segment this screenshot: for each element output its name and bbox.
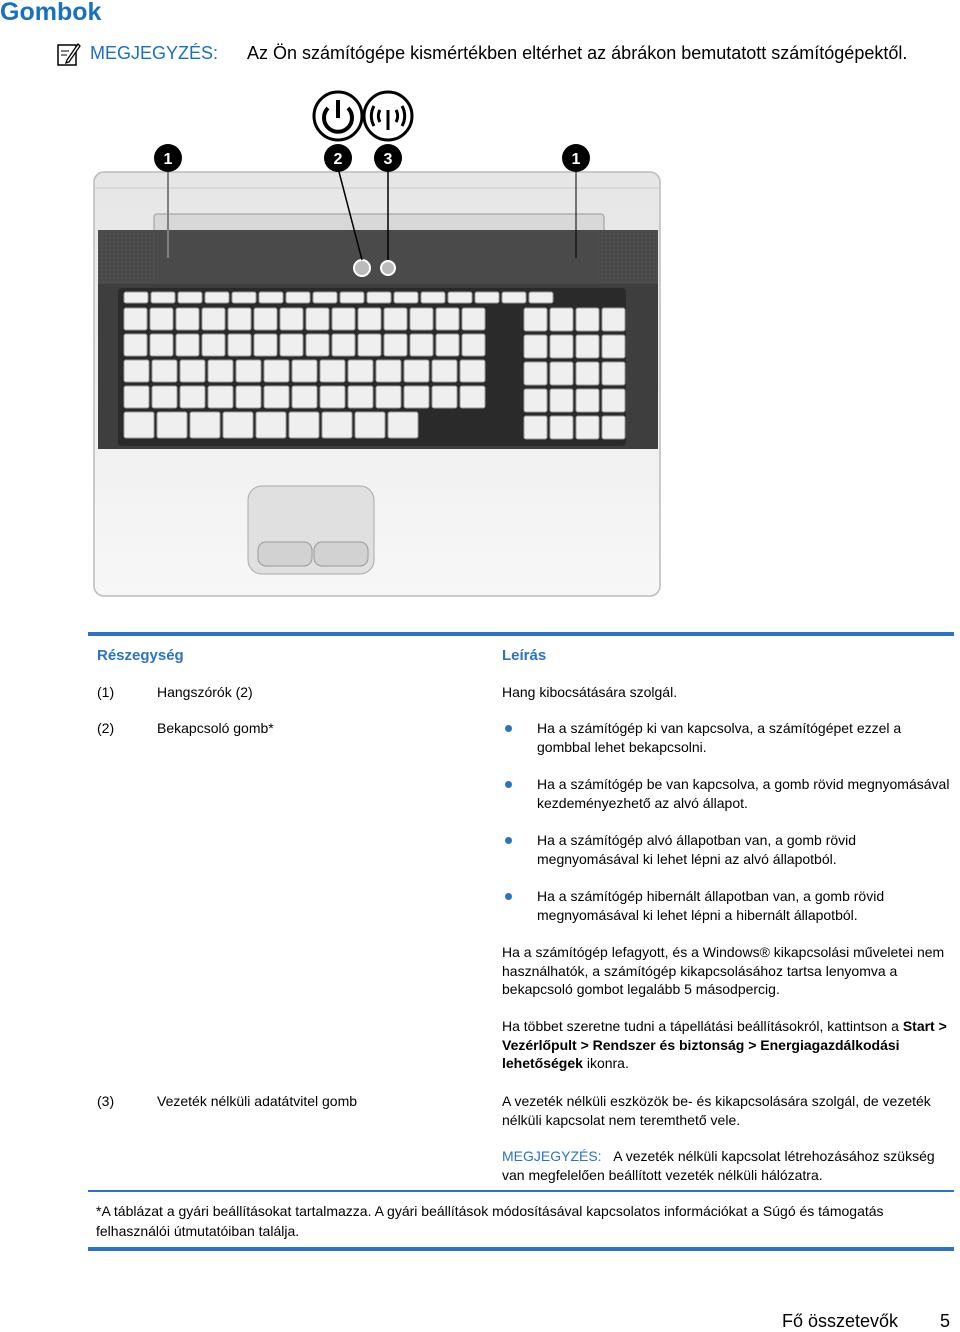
keyboard-key — [280, 334, 303, 356]
keyboard-key — [150, 308, 173, 330]
keyboard-key — [190, 412, 220, 438]
keyboard-key — [460, 360, 485, 382]
keyboard-key — [394, 292, 418, 303]
row3-note-text: A vezeték nélküli kapcsolat létrehozásához szükség van megfelelően beállított vezeték nélküli hálózatra. — [502, 1148, 935, 1183]
keyboard-key — [320, 386, 345, 408]
keypad-key — [576, 335, 599, 358]
keyboard-key — [376, 360, 401, 382]
header-description: Leírás — [502, 647, 547, 664]
keyboard-key — [254, 334, 277, 356]
table-bottom-rule — [88, 1247, 954, 1251]
keypad-key — [602, 335, 625, 358]
keyboard-key — [289, 412, 319, 438]
keyboard-key — [358, 308, 381, 330]
footer-page-number: 5 — [940, 1311, 951, 1331]
keyboard-key — [358, 334, 381, 356]
keyboard-key — [256, 412, 286, 438]
keyboard-key — [292, 360, 317, 382]
row2-paragraph-1: Ha a számítógép lefagyott, és a Windows® kikapcsolási műveletei nem használhatók, a számítógép kikapcsolásához tartsa lenyomva a bekapcsoló gombot legalább 5 másodpercig. — [502, 944, 945, 997]
keyboard-key — [367, 292, 391, 303]
keypad-key — [524, 416, 547, 439]
keyboard-key — [152, 360, 177, 382]
keypad-key — [524, 308, 547, 331]
keyboard-key — [228, 308, 251, 330]
callout-1-right — [562, 144, 590, 172]
callout-3 — [374, 144, 402, 172]
keyboard-key — [254, 308, 277, 330]
keyboard-key — [202, 334, 225, 356]
keyboard-key — [432, 386, 457, 408]
row1-desc: Hang kibocsátására szolgál. — [502, 684, 678, 700]
keyboard-key — [124, 412, 154, 438]
keyboard-key — [124, 292, 148, 303]
row2-bullet-2: Ha a számítógép be van kapcsolva, a gomb rövid megnyomásával kezdeményezhető az alvó állapot. — [537, 776, 950, 811]
keyboard-key — [384, 308, 407, 330]
keyboard-key — [404, 386, 429, 408]
footer-section-title: Fő összetevők — [782, 1311, 899, 1331]
keyboard-key — [124, 360, 149, 382]
keyboard-key — [432, 360, 457, 382]
keyboard-key — [286, 292, 310, 303]
keyboard-key — [236, 386, 261, 408]
bullet-dot — [505, 837, 512, 844]
keyboard-key — [388, 412, 418, 438]
power-icon — [314, 92, 362, 140]
keyboard-key — [176, 334, 199, 356]
row3-desc: A vezeték nélküli eszközök be- és kikapcsolására szolgál, de vezeték nélküli kapcsolat nem teremthető vele. — [502, 1093, 931, 1128]
keyboard-key — [340, 292, 364, 303]
keypad-key — [550, 416, 573, 439]
keyboard-key — [124, 386, 149, 408]
keyboard-key — [124, 308, 147, 330]
keyboard-key — [355, 412, 385, 438]
keyboard-key — [208, 386, 233, 408]
keyboard-key — [404, 360, 429, 382]
table-top-rule — [88, 632, 954, 636]
keypad-key — [524, 335, 547, 358]
keyboard-key — [228, 334, 251, 356]
row2-para2-end: ikonra. — [586, 1055, 629, 1071]
table-footnote: *A táblázat a gyári beállításokat tartalmazza. A gyári beállítások módosításával kapcsolatos információkat a Súgó és támogatás felhasználói útmutatóiban találja. — [96, 1203, 884, 1239]
keyboard-key — [232, 292, 256, 303]
keyboard-key — [448, 292, 472, 303]
keyboard-key — [436, 308, 459, 330]
keypad-key — [602, 362, 625, 385]
keypad-key — [602, 308, 625, 331]
keyboard-key — [176, 308, 199, 330]
keyboard-key — [410, 308, 433, 330]
keypad-key — [602, 389, 625, 412]
keyboard-key — [529, 292, 553, 303]
keyboard-key — [205, 292, 229, 303]
keyboard-key — [460, 386, 485, 408]
keyboard-key — [384, 334, 407, 356]
svg-text:2: 2 — [333, 151, 343, 168]
row3-note — [502, 1147, 952, 1184]
row1-num: (1) — [97, 684, 115, 700]
keyboard-key — [332, 334, 355, 356]
keyboard-key — [332, 308, 355, 330]
keyboard-key — [313, 292, 337, 303]
svg-text:1: 1 — [571, 151, 581, 168]
keyboard-key — [410, 334, 433, 356]
keypad-key — [550, 308, 573, 331]
callout-2 — [324, 144, 352, 172]
callout-1-left — [154, 144, 182, 172]
keyboard-key — [223, 412, 253, 438]
row2-para2-lead: Ha többet szeretne tudni a tápellátási beállításokról, kattintson a — [502, 1018, 899, 1034]
keyboard-key — [150, 334, 173, 356]
row2-num: (2) — [97, 720, 115, 736]
keyboard-key — [306, 308, 329, 330]
keypad-key — [550, 362, 573, 385]
row2-bullet-3: Ha a számítógép alvó állapotban van, a gomb rövid megnyomásával ki lehet lépni az alvó állapotból. — [537, 832, 857, 867]
keyboard-key — [462, 308, 485, 330]
keyboard-key — [264, 386, 289, 408]
keyboard-key — [292, 386, 317, 408]
svg-text:1: 1 — [163, 151, 173, 168]
bullet-dot — [505, 725, 512, 732]
keyboard-key — [202, 308, 225, 330]
row2-para2-path: Start > Vezérlőpult > Rendszer és biztonság > Energiagazdálkodási lehetőségek — [502, 1018, 947, 1071]
keyboard-key — [436, 334, 459, 356]
keypad-key — [576, 308, 599, 331]
wireless-icon — [364, 92, 412, 140]
keyboard-key — [208, 360, 233, 382]
row3-num: (3) — [97, 1093, 115, 1109]
keyboard-key — [376, 386, 401, 408]
keyboard-key — [348, 360, 373, 382]
row2-bullet-4: Ha a számítógép hibernált állapotban van, a gomb rövid megnyomásával ki lehet lépni a hibernált állapotból. — [537, 888, 885, 923]
keypad-key — [524, 389, 547, 412]
row2-paragraph-2 — [502, 1017, 952, 1073]
bullet-dot — [505, 893, 512, 900]
row1-name: Hangszórók (2) — [157, 684, 253, 700]
keyboard-key — [152, 386, 177, 408]
note-label: MEGJEGYZÉS: — [90, 43, 219, 63]
keyboard-key — [259, 292, 283, 303]
row2-name: Bekapcsoló gomb* — [157, 720, 274, 736]
page-title: Gombok — [0, 0, 102, 26]
row2-bullet-1: Ha a számítógép ki van kapcsolva, a számítógépet ezzel a gombbal lehet bekapcsolni. — [537, 720, 902, 755]
keyboard-key — [236, 360, 261, 382]
keyboard-key — [151, 292, 175, 303]
keyboard-key — [348, 386, 373, 408]
keypad-key — [524, 362, 547, 385]
keyboard-key — [280, 308, 303, 330]
keypad-key — [550, 335, 573, 358]
keyboard-key — [178, 292, 202, 303]
keyboard-key — [180, 360, 205, 382]
note-text: Az Ön számítógépe kismértékben eltérhet az ábrákon bemutatott számítógépektől. — [247, 43, 908, 63]
keyboard-key — [502, 292, 526, 303]
keypad-key — [576, 389, 599, 412]
bullet-dot — [505, 781, 512, 788]
keyboard-key — [180, 386, 205, 408]
keypad-key — [576, 362, 599, 385]
header-component: Részegység — [97, 647, 184, 664]
keyboard-key — [264, 360, 289, 382]
keyboard-key — [322, 412, 352, 438]
row3-note-label: MEGJEGYZÉS: — [502, 1148, 602, 1164]
keyboard-key — [475, 292, 499, 303]
row3-name: Vezeték nélküli adatátvitel gomb — [157, 1093, 358, 1109]
keyboard-key — [462, 334, 485, 356]
keyboard-key — [320, 360, 345, 382]
keyboard-key — [306, 334, 329, 356]
keypad-key — [602, 416, 625, 439]
laptop-keyboard-figure — [88, 88, 678, 600]
svg-text:3: 3 — [383, 151, 393, 168]
keypad-key — [550, 389, 573, 412]
table-mid-rule — [88, 1190, 954, 1192]
keypad-key — [576, 416, 599, 439]
keyboard-key — [124, 334, 147, 356]
keyboard-key — [421, 292, 445, 303]
note-pencil-icon — [57, 41, 81, 67]
keyboard-key — [157, 412, 187, 438]
